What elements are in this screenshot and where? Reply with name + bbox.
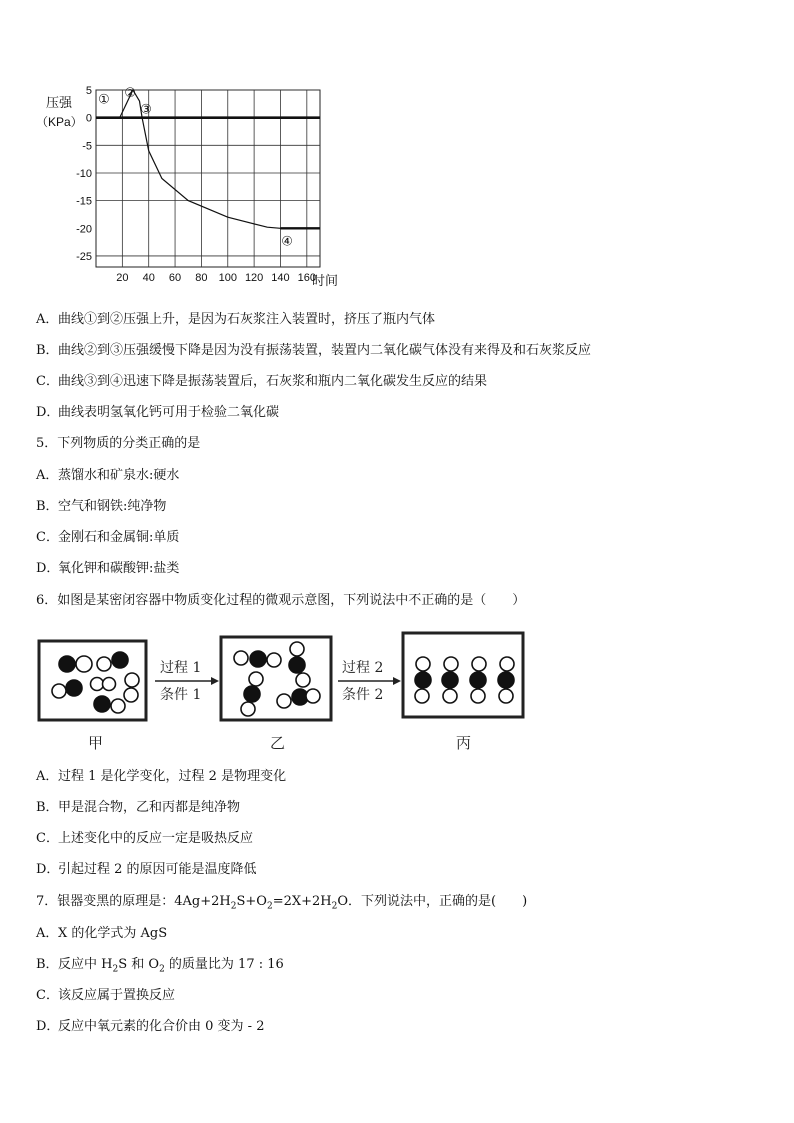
y-tick-label: -20 (76, 223, 92, 236)
option-text: 空气和钢铁:纯净物 (58, 499, 167, 514)
molecules-bing (415, 657, 514, 703)
option-letter: C． (36, 988, 59, 1003)
option-text: S 和 O (118, 957, 160, 972)
q7-option-d[interactable] (36, 1018, 264, 1036)
curve-marker: ② (124, 84, 137, 100)
option-text: 曲线①到②压强上升，是因为石灰浆注入装置时，挤压了瓶内气体 (58, 312, 436, 327)
pressure-curve (103, 90, 320, 228)
curve-marker: ④ (281, 233, 293, 249)
q6-option-a[interactable] (36, 768, 286, 786)
option-letter: A． (36, 312, 59, 327)
option-letter: A． (36, 769, 59, 784)
chart-ylabel-line2: （KPa） (36, 115, 83, 129)
label-jia: 甲 (88, 734, 104, 752)
option-text: 上述变化中的反应一定是吸热反应 (58, 831, 254, 846)
x-tick-label: 120 (244, 272, 264, 284)
option-letter: A． (36, 926, 59, 941)
curve-marker: ① (98, 91, 110, 107)
option-text: X 的化学式为 AgS (58, 926, 168, 941)
chart-ylabel-line1: 压强 (46, 95, 73, 110)
q4-option-d[interactable] (36, 404, 279, 422)
option-text: 氧化钾和碳酸钾:盐类 (58, 561, 180, 576)
option-letter: D． (36, 561, 60, 576)
process1-label: 过程 1 (160, 660, 202, 676)
molecule-diagram (36, 627, 531, 752)
option-letter: B． (36, 499, 59, 514)
q7-stem-part: 7．银器变黑的原理是：4Ag+2H (36, 894, 231, 909)
chart-markers (98, 85, 293, 249)
option-letter: C． (36, 530, 59, 545)
q6-option-b[interactable] (36, 799, 240, 817)
q5-stem: 5．下列物质的分类正确的是 (36, 436, 201, 451)
option-text: 的质量比为 17 : 16 (164, 957, 284, 972)
option-text: 引起过程 2 的原因可能是温度降低 (58, 862, 257, 877)
subscript: 2 (159, 964, 165, 975)
x-tick-label: 20 (116, 272, 129, 284)
option-letter: A． (36, 468, 59, 483)
q7-stem-part: =2X+2H (272, 894, 332, 909)
q7-stem-part: O．下列说法中，正确的是( ) (337, 894, 528, 909)
x-tick-label: 140 (271, 272, 290, 284)
subscript: 2 (331, 901, 338, 912)
q4-option-a[interactable] (36, 311, 435, 329)
y-tick-label: 0 (85, 112, 92, 125)
option-letter: C． (36, 831, 59, 846)
arrowhead-2 (393, 677, 401, 685)
subscript: 2 (266, 901, 273, 912)
x-tick-label: 80 (195, 272, 208, 284)
label-yi: 乙 (270, 734, 286, 752)
option-letter: B． (36, 957, 59, 972)
chart-xlabel: 时间 (312, 273, 339, 288)
q7-option-c[interactable] (36, 987, 175, 1005)
q7-option-b[interactable] (36, 956, 284, 974)
option-text: 过程 1 是化学变化，过程 2 是物理变化 (58, 769, 287, 784)
arrowhead-1 (211, 677, 219, 685)
q5-option-d[interactable] (36, 560, 179, 578)
molecules-yi (234, 642, 320, 716)
q7-option-a[interactable] (36, 925, 167, 943)
option-letter: C． (36, 374, 59, 389)
option-text: 曲线③到④迅速下降是振荡装置后，石灰浆和瓶内二氧化碳发生反应的结果 (58, 374, 488, 389)
q6-option-d[interactable] (36, 861, 257, 879)
q4-option-b[interactable] (36, 342, 591, 360)
option-text: 金刚石和金属铜:单质 (58, 530, 180, 545)
option-text: 甲是混合物，乙和丙都是纯净物 (58, 800, 241, 815)
y-tick-label: -25 (76, 250, 92, 263)
q6-option-c[interactable] (36, 830, 253, 848)
option-letter: D． (36, 1019, 60, 1034)
y-tick-label: -10 (76, 167, 92, 180)
condition2-label: 条件 2 (342, 687, 384, 703)
q6-stem: 6．如图是某密闭容器中物质变化过程的微观示意图，下列说法中不正确的是（ ） (36, 593, 526, 608)
option-letter: B． (36, 800, 59, 815)
option-text: 曲线表明氢氧化钙可用于检验二氧化碳 (58, 405, 280, 420)
q5-option-c[interactable] (36, 529, 179, 547)
option-text: 曲线②到③压强缓慢下降是因为没有振荡装置，装置内二氧化碳气体没有来得及和石灰浆反应 (58, 343, 592, 358)
option-letter: B． (36, 343, 59, 358)
chart-ticks (76, 85, 316, 284)
option-text: 蒸馏水和矿泉水:硬水 (58, 468, 180, 483)
subscript: 2 (112, 964, 119, 975)
q7-stem (36, 893, 527, 911)
y-tick-label: -5 (82, 140, 92, 153)
x-tick-label: 40 (142, 272, 155, 284)
option-text: 反应中氧元素的化合价由 0 变为 - 2 (58, 1019, 265, 1034)
option-text: 反应中 H (58, 957, 113, 972)
q5-option-a[interactable] (36, 467, 179, 485)
label-bing: 丙 (456, 734, 472, 752)
box-yi (221, 637, 331, 720)
option-letter: D． (36, 405, 60, 420)
condition1-label: 条件 1 (160, 687, 202, 703)
molecules-jia (52, 652, 139, 713)
x-tick-label: 160 (297, 272, 317, 284)
q7-stem-part: S+O (236, 894, 267, 909)
x-tick-label: 100 (218, 272, 237, 284)
q5-option-b[interactable] (36, 498, 166, 516)
y-tick-label: -15 (76, 195, 92, 208)
y-tick-label: 5 (85, 85, 92, 97)
pressure-chart (30, 80, 350, 295)
x-tick-label: 60 (168, 272, 182, 284)
process2-label: 过程 2 (342, 660, 384, 676)
option-text: 该反应属于置换反应 (58, 988, 176, 1003)
subscript: 2 (230, 901, 237, 912)
curve-marker: ③ (140, 101, 152, 117)
chart-series (96, 90, 320, 228)
option-letter: D． (36, 862, 60, 877)
q4-option-c[interactable] (36, 373, 487, 391)
